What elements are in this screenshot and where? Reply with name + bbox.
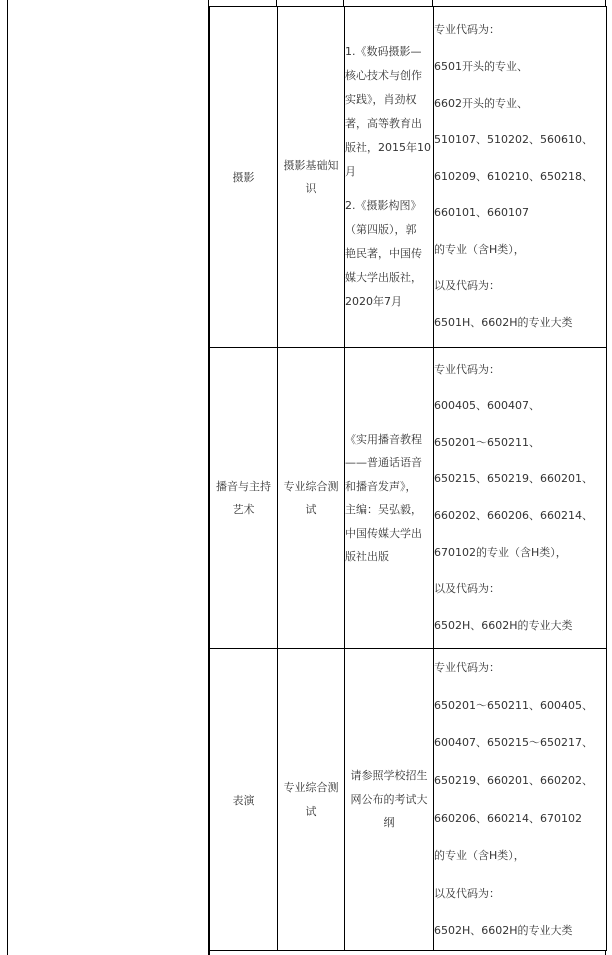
subject-line: 识: [305, 182, 317, 195]
major-line: 专业代码为：: [434, 362, 500, 376]
subject-cell: [278, 7, 345, 348]
book-line: 著，高等教育出: [345, 117, 422, 130]
book-line: 媒大学出版社，: [345, 271, 422, 284]
reference-book-cell: [345, 348, 434, 649]
subject-line: 专业综合测: [283, 781, 339, 794]
spacer: [345, 184, 433, 194]
category-line: 播音与主持: [216, 479, 271, 493]
subject-cell: [278, 649, 345, 951]
major-line: 650201～650211、: [434, 435, 540, 449]
category-cell: [210, 649, 278, 951]
left-border-line: [7, 0, 8, 955]
subject-line: 专业综合测: [283, 479, 339, 493]
eligible-majors-cell: [434, 7, 607, 348]
major-line: 600407、650215～650217、: [434, 736, 593, 750]
category-label: 摄影: [232, 171, 255, 184]
subject-line: 摄影基础知: [283, 158, 339, 172]
major-line: 6502H、6602H的专业大类: [434, 618, 573, 632]
major-line: 650201～650211、600405、: [434, 698, 593, 712]
category-cell: [210, 348, 278, 649]
book-line: 纲: [383, 816, 395, 830]
category-label: 表演: [232, 793, 255, 807]
book-line: 2020年7月: [345, 295, 402, 308]
book-line: 核心技术与创作: [345, 69, 422, 82]
book-line: 版社，2015年10: [345, 141, 431, 154]
major-line: 660202、660206、660214、: [434, 509, 593, 522]
eligible-majors-cell: [434, 649, 607, 951]
major-line: 6501开头的专业、: [434, 59, 528, 73]
table-row: [210, 7, 607, 348]
major-line: 专业代码为：: [434, 661, 500, 675]
subject-line: 试: [305, 503, 317, 516]
book-line: 版社出版: [345, 550, 389, 563]
book-line: 请参照学校招生: [350, 769, 428, 783]
book-line: （第四版），郭: [345, 223, 417, 236]
subject-line: 试: [305, 804, 317, 818]
book-line: 2.《摄影构图》: [345, 199, 422, 212]
table-row: [210, 649, 607, 951]
book-line: 《实用播音教程: [345, 432, 422, 446]
subject-cell: [278, 348, 345, 649]
book-line: 1.《数码摄影—: [345, 45, 422, 58]
exam-requirements-table: [209, 6, 607, 951]
book-line: 和播音发声》，: [345, 479, 417, 493]
book-line: 艳民著，中国传: [345, 247, 422, 260]
book-line: 网公布的考试大: [350, 792, 428, 806]
major-line: 670102的专业（含H类），: [434, 545, 567, 559]
eligible-majors-cell: [434, 348, 607, 649]
book-line: 月: [345, 165, 356, 178]
major-line: 专业代码为：: [434, 23, 500, 37]
major-line: 6501H、6602H的专业大类: [434, 316, 573, 330]
major-line: 660101、660107: [434, 206, 529, 220]
reference-book-cell: [345, 7, 434, 348]
major-line: 的专业（含H类），: [434, 242, 525, 256]
book-line: 主编：吴弘毅，: [345, 503, 422, 516]
major-line: 660206、660214、670102: [434, 811, 582, 825]
book-line: 中国传媒大学出: [345, 526, 422, 540]
major-line: 6502H、6602H的专业大类: [434, 924, 573, 938]
major-line: 650215、650219、660201、: [434, 472, 593, 486]
category-line: 艺术: [232, 503, 255, 516]
major-line: 650219、660201、660202、: [434, 773, 593, 787]
book-line: ——普通话语音: [345, 456, 422, 469]
major-line: 6602开头的专业、: [434, 96, 528, 110]
bottom-partial-row: [209, 951, 606, 955]
major-line: 510107、510202、560610、: [434, 133, 593, 147]
reference-book-cell: [345, 649, 434, 951]
major-line: 600405、600407、: [434, 399, 540, 413]
major-line: 以及代码为：: [434, 279, 500, 293]
major-line: 的专业（含H类），: [434, 849, 525, 863]
category-cell: [210, 7, 278, 348]
table-row: [210, 348, 607, 649]
book-line: 实践》，肖劲权: [345, 93, 417, 106]
major-line: 以及代码为：: [434, 886, 500, 900]
major-line: 以及代码为：: [434, 582, 500, 596]
major-line: 610209、610210、650218、: [434, 169, 593, 183]
